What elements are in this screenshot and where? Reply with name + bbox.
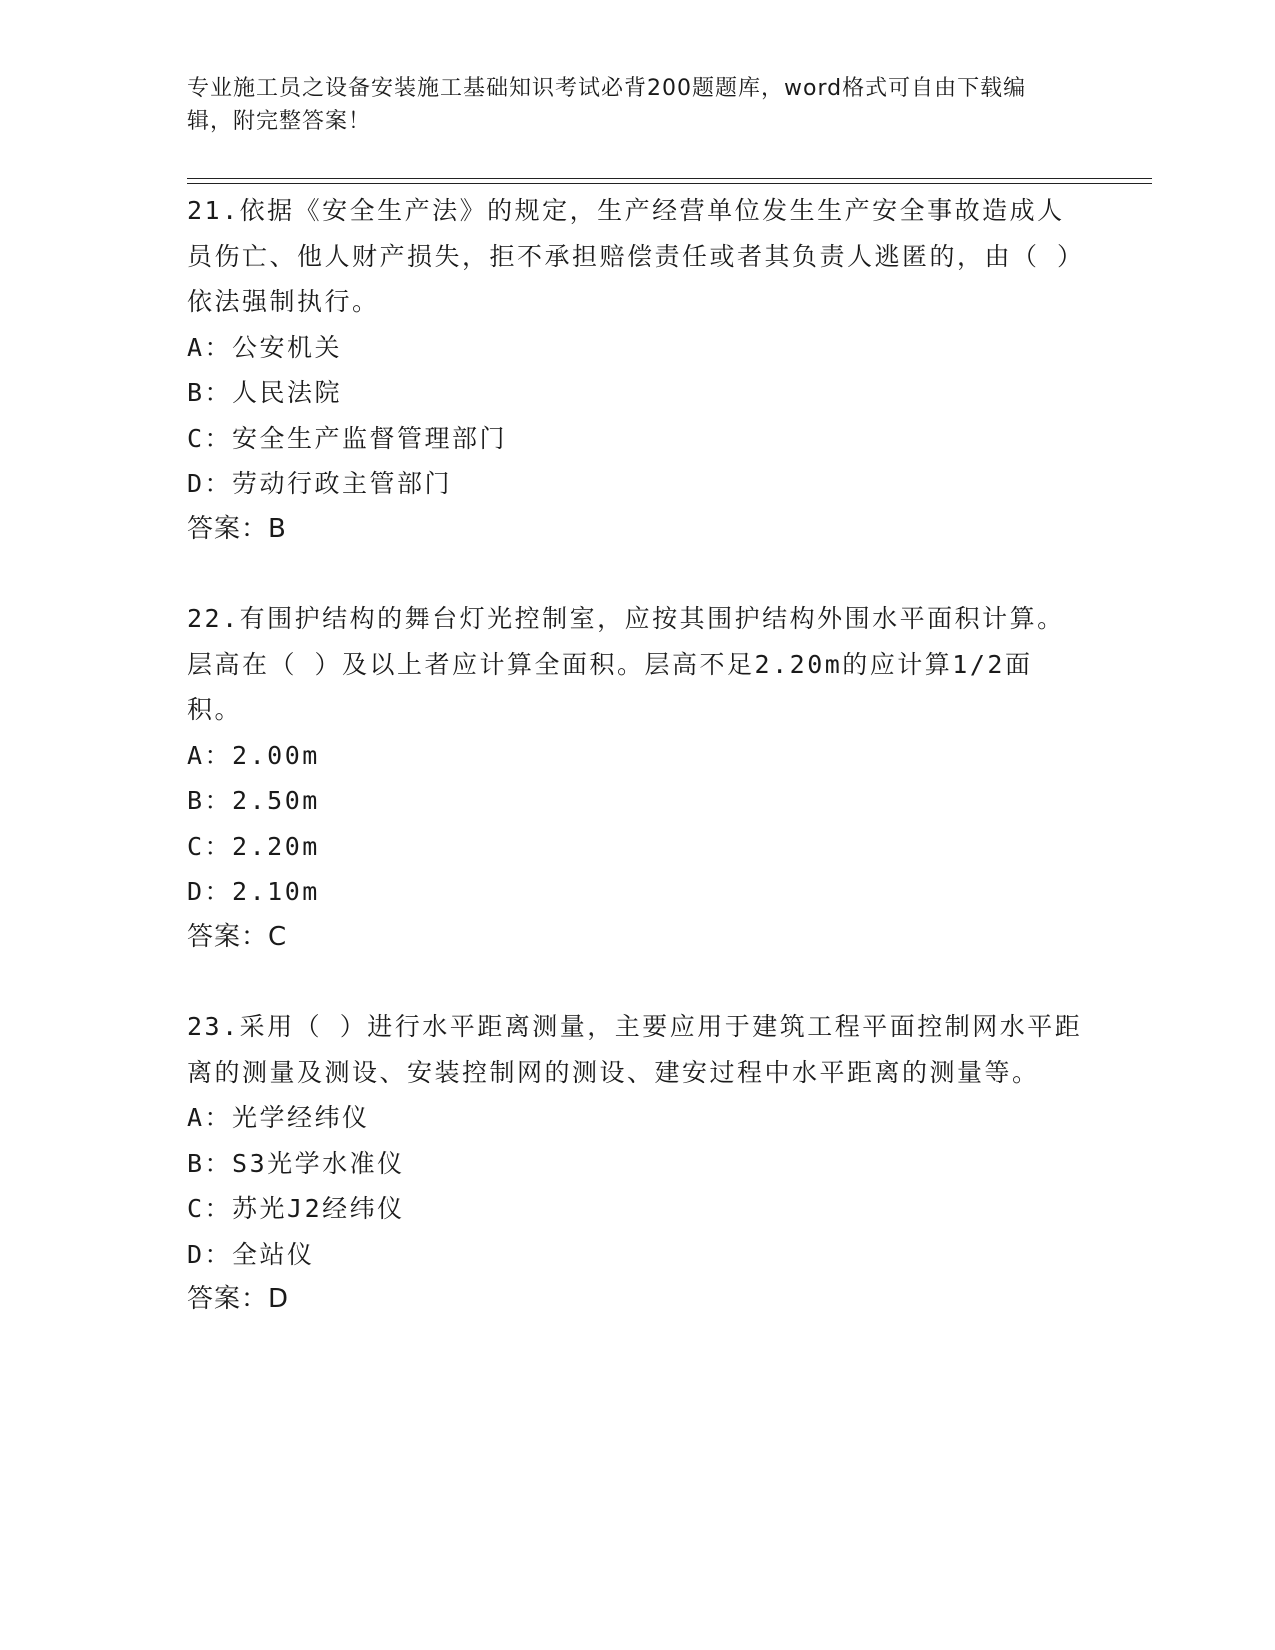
option-c: C：2.20m [187, 831, 320, 861]
option-b: B：2.50m [187, 786, 320, 815]
option-d: D：全站仪 [187, 1239, 315, 1269]
option-d: D：2.10m [187, 877, 320, 906]
question-text: 23.采用（ ）进行水平距离测量，主要应用于建筑工程平面控制网水平距离的测量及测设、安装控制网的测设、建安过程中水平距离的测量等。 [187, 1012, 1083, 1087]
question-23 [187, 1004, 1087, 1323]
option-a: A：公安机关 [187, 332, 343, 362]
question-text: 22.有围护结构的舞台灯光控制室，应按其围护结构外围水平面积计算。层高在（ ）及以上者应计算全面积。层高不足2.20m的应计算1/2面积。 [187, 604, 1065, 724]
answer: 答案：C [187, 921, 288, 952]
option-b: B：人民法院 [187, 378, 343, 407]
option-a: A：光学经纬仪 [187, 1103, 370, 1132]
option-b: B：S3光学水准仪 [187, 1148, 405, 1178]
question-text: 21.依据《安全生产法》的规定，生产经营单位发生生产安全事故造成人员伤亡、他人财产损失，拒不承担赔偿责任或者其负责人逃匿的，由（ ）依法强制执行。 [187, 196, 1085, 316]
header-divider-top [187, 178, 1152, 179]
option-c: C：安全生产监督管理部门 [187, 423, 508, 453]
option-d: D：劳动行政主管部门 [187, 469, 453, 498]
document-header: 专业施工员之设备安装施工基础知识考试必背200题题库，word格式可自由下载编辑，附完整答案！ [187, 76, 1027, 134]
answer: 答案：D [187, 1284, 290, 1314]
question-22 [187, 596, 1087, 960]
option-c: C：苏光J2经纬仪 [187, 1194, 405, 1223]
option-a: A：2.00m [187, 740, 320, 770]
header-divider-bottom [187, 183, 1152, 184]
question-21 [187, 188, 1087, 552]
answer: 答案：B [187, 513, 287, 544]
